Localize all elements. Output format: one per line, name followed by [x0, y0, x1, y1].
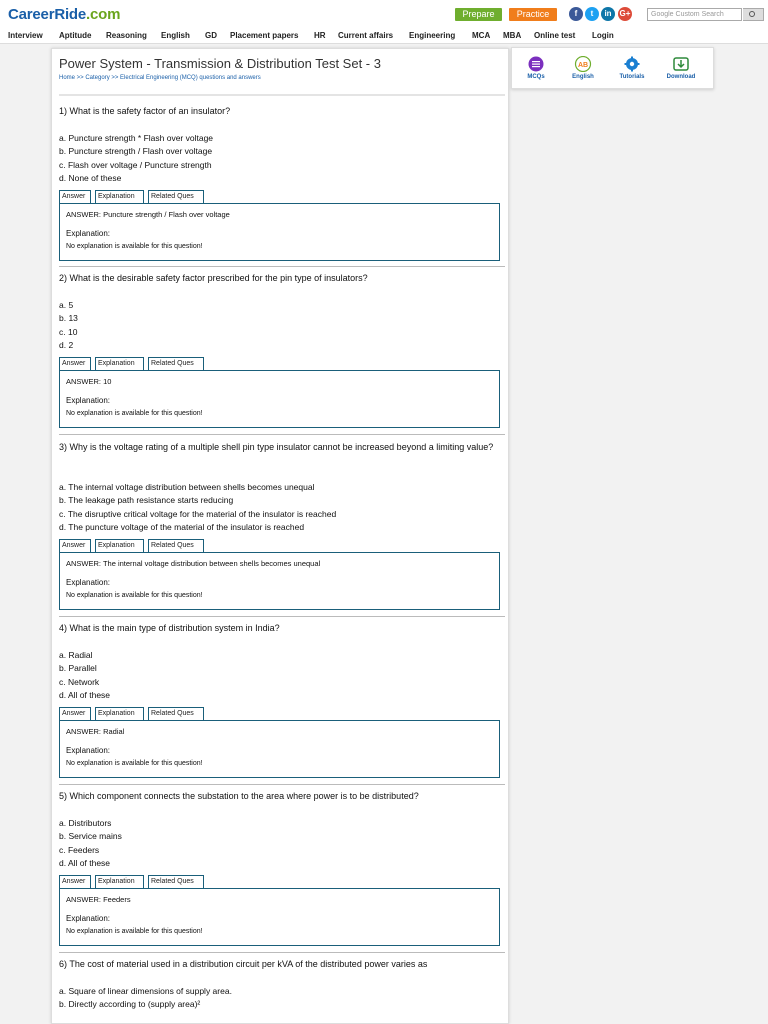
- nav-hr[interactable]: HR: [314, 31, 326, 40]
- answer-text: ANSWER: The internal voltage distribution between shells becomes unequal: [66, 559, 321, 568]
- explanation-label: Explanation:: [66, 229, 111, 238]
- sidebar-item-tutorials[interactable]: [610, 56, 654, 80]
- tab-explanation[interactable]: Explanation: [95, 357, 144, 370]
- linkedin-icon[interactable]: in: [601, 7, 615, 21]
- option-c: c. Network: [59, 676, 100, 687]
- option-d: d. All of these: [59, 857, 111, 868]
- svg-text:AB: AB: [577, 62, 589, 69]
- options-list: [59, 299, 78, 352]
- tab-related[interactable]: Related Ques: [148, 707, 204, 720]
- question-divider: [59, 784, 505, 785]
- answer-box: [59, 720, 500, 778]
- answer-text: ANSWER: Puncture strength / Flash over voltage: [66, 210, 230, 219]
- option-a: a. 5: [59, 300, 74, 310]
- tab-answer[interactable]: Answer: [59, 707, 91, 720]
- nav-login[interactable]: Login: [592, 31, 614, 40]
- question-2: [59, 272, 505, 417]
- explanation-label: Explanation:: [66, 746, 111, 755]
- question-5: [59, 790, 505, 935]
- option-a: a. The internal voltage distribution between shells becomes unequal: [59, 482, 315, 492]
- sidebar-label: Tutorials: [619, 74, 645, 80]
- title-divider: [59, 94, 505, 96]
- question-divider: [59, 952, 505, 953]
- sidebar-item-english[interactable]: [561, 56, 605, 80]
- question-3: [59, 441, 505, 599]
- option-a: a. Square of linear dimensions of supply area.: [59, 986, 232, 996]
- option-b: b. The leakage path resistance starts reducing: [59, 495, 234, 506]
- tab-related[interactable]: Related Ques: [148, 539, 204, 552]
- question-divider: [59, 266, 505, 267]
- breadcrumb[interactable]: Home >> Category >> Electrical Engineering (MCQ) questions and answers: [59, 75, 261, 81]
- explanation-text: No explanation is available for this question!: [66, 760, 203, 767]
- logo-suffix: .com: [86, 6, 121, 23]
- prepare-button[interactable]: Prepare: [455, 8, 502, 21]
- gear-icon: [623, 56, 641, 72]
- top-bar: [0, 0, 768, 28]
- question-4: [59, 622, 505, 767]
- explanation-label: Explanation:: [66, 396, 111, 405]
- explanation-text: No explanation is available for this question!: [66, 410, 203, 417]
- nav-current-affairs[interactable]: Current affairs: [338, 31, 394, 40]
- option-c: c. The disruptive critical voltage for the material of the insulator is reached: [59, 508, 337, 519]
- option-c: c. Flash over voltage / Puncture strength: [59, 159, 212, 170]
- answer-box: [59, 888, 500, 946]
- tab-explanation[interactable]: Explanation: [95, 875, 144, 888]
- english-icon: [574, 56, 592, 72]
- page-title: Power System - Transmission & Distribution Test Set - 3: [59, 56, 381, 71]
- question-text: 6) The cost of material used in a distribution circuit per kVA of the distributed power varies as: [59, 959, 428, 969]
- option-b: b. Directly according to (supply area)²: [59, 999, 201, 1010]
- explanation-label: Explanation:: [66, 914, 111, 923]
- tab-answer[interactable]: Answer: [59, 190, 91, 203]
- options-list: [59, 132, 213, 185]
- search-button[interactable]: [743, 8, 764, 21]
- answer-box: [59, 370, 500, 428]
- question-text: 4) What is the main type of distribution system in India?: [59, 623, 280, 633]
- option-a: a. Distributors: [59, 818, 112, 828]
- main-nav: [0, 28, 768, 44]
- search-icon: [749, 11, 755, 17]
- nav-aptitude[interactable]: Aptitude: [59, 31, 92, 40]
- tab-answer[interactable]: Answer: [59, 539, 91, 552]
- logo-main: CareerRide: [8, 6, 87, 23]
- explanation-text: No explanation is available for this question!: [66, 928, 203, 935]
- tab-explanation[interactable]: Explanation: [95, 539, 144, 552]
- search-input[interactable]: Google Custom Search: [647, 8, 742, 21]
- question-6: [59, 958, 505, 1010]
- options-list: [59, 985, 232, 1012]
- tab-explanation[interactable]: Explanation: [95, 707, 144, 720]
- nav-placement-papers[interactable]: Placement papers: [230, 31, 299, 40]
- option-d: d. All of these: [59, 689, 111, 700]
- main-content: [51, 48, 509, 1024]
- sidebar-label: English: [572, 74, 594, 80]
- tab-answer[interactable]: Answer: [59, 875, 91, 888]
- site-logo[interactable]: [8, 6, 120, 23]
- question-text: 5) Which component connects the substation to the area where power is to be distributed?: [59, 791, 419, 801]
- nav-online-test[interactable]: Online test: [534, 31, 576, 40]
- option-d: d. 2: [59, 339, 74, 350]
- sidebar-item-download[interactable]: [659, 56, 703, 80]
- sidebar-label: Download: [666, 74, 696, 80]
- nav-gd[interactable]: GD: [205, 31, 217, 40]
- nav-mca[interactable]: MCA: [472, 31, 491, 40]
- question-text: 3) Why is the voltage rating of a multiple shell pin type insulator cannot be increased beyond a limiting value?: [59, 442, 494, 452]
- nav-mba[interactable]: MBA: [503, 31, 522, 40]
- mcq-icon: [527, 56, 545, 72]
- question-text: 1) What is the safety factor of an insulator?: [59, 106, 231, 116]
- options-list: [59, 817, 122, 870]
- facebook-icon[interactable]: f: [569, 7, 583, 21]
- explanation-text: No explanation is available for this question!: [66, 243, 203, 250]
- question-1: [59, 105, 505, 250]
- sidebar-label: MCQs: [527, 74, 545, 80]
- answer-text: ANSWER: Feeders: [66, 895, 131, 904]
- explanation-text: No explanation is available for this question!: [66, 592, 203, 599]
- resource-sidebar: [511, 47, 714, 89]
- option-c: c. 10: [59, 326, 78, 337]
- nav-reasoning[interactable]: Reasoning: [106, 31, 147, 40]
- tab-answer[interactable]: Answer: [59, 357, 91, 370]
- answer-text: ANSWER: Radial: [66, 727, 125, 736]
- sidebar-item-mcqs[interactable]: [514, 56, 558, 80]
- option-b: b. Service mains: [59, 831, 122, 842]
- explanation-label: Explanation:: [66, 578, 111, 587]
- answer-box: [59, 552, 500, 610]
- option-a: a. Puncture strength * Flash over voltage: [59, 133, 214, 143]
- practice-button[interactable]: Practice: [509, 8, 557, 21]
- tab-related[interactable]: Related Ques: [148, 357, 204, 370]
- question-divider: [59, 434, 505, 435]
- nav-engineering[interactable]: Engineering: [409, 31, 456, 40]
- option-b: b. 13: [59, 313, 78, 324]
- options-list: [59, 481, 336, 534]
- nav-interview[interactable]: Interview: [8, 31, 43, 40]
- option-d: d. None of these: [59, 172, 122, 183]
- options-list: [59, 649, 110, 702]
- option-a: a. Radial: [59, 650, 93, 660]
- download-icon: [672, 56, 690, 72]
- option-b: b. Puncture strength / Flash over voltage: [59, 146, 213, 157]
- option-d: d. The puncture voltage of the material of the insulator is reached: [59, 521, 305, 532]
- answer-box: [59, 203, 500, 261]
- answer-text: ANSWER: 10: [66, 377, 112, 386]
- tab-explanation[interactable]: Explanation: [95, 190, 144, 203]
- option-b: b. Parallel: [59, 663, 97, 674]
- question-divider: [59, 616, 505, 617]
- twitter-icon[interactable]: t: [585, 7, 599, 21]
- option-c: c. Feeders: [59, 844, 100, 855]
- question-text: 2) What is the desirable safety factor prescribed for the pin type of insulators?: [59, 273, 368, 283]
- tab-related[interactable]: Related Ques: [148, 875, 204, 888]
- nav-english[interactable]: English: [161, 31, 190, 40]
- tab-related[interactable]: Related Ques: [148, 190, 204, 203]
- googleplus-icon[interactable]: G+: [618, 7, 632, 21]
